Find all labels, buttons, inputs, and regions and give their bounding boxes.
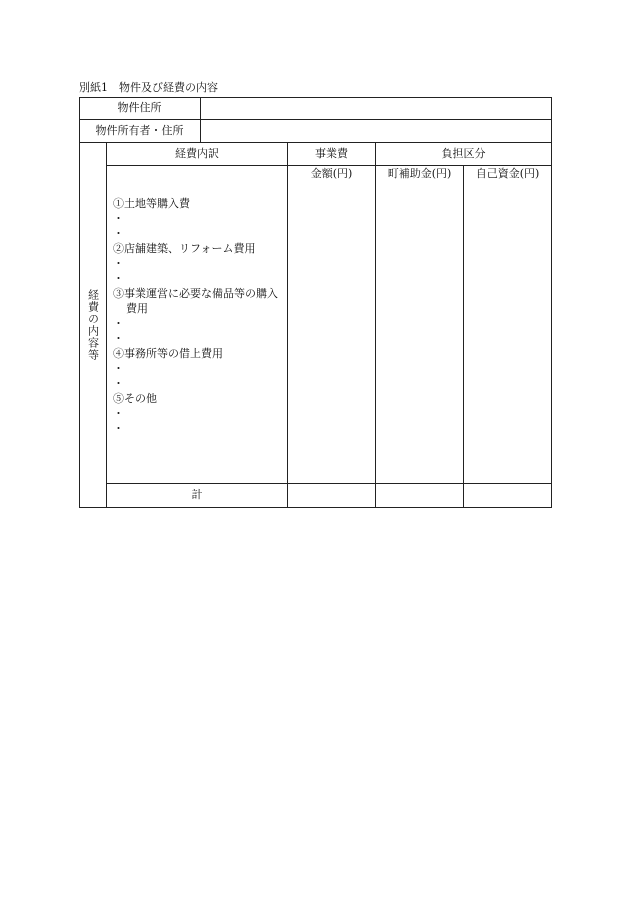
- property-address-field[interactable]: [201, 97, 550, 119]
- header-town-subsidy: 町補助金(円): [387, 167, 452, 180]
- cost-section-label-text: 経費の内容等: [86, 289, 100, 361]
- list-item: ①土地等購入費: [113, 197, 190, 210]
- total-amount-field[interactable]: [288, 484, 375, 506]
- list-item: ・: [113, 422, 124, 435]
- list-item: ・: [113, 272, 124, 285]
- list-item: ・: [113, 407, 124, 420]
- total-own-funds-field[interactable]: [464, 484, 551, 506]
- col-divider: [375, 142, 376, 507]
- list-item: ④事務所等の借上費用: [113, 347, 223, 360]
- header-project-cost: 事業費: [315, 147, 348, 160]
- col-divider: [463, 165, 464, 507]
- expense-items-list: [113, 196, 285, 436]
- list-item: ・: [113, 362, 124, 375]
- cost-section-label: [79, 143, 106, 507]
- list-item: ・: [113, 377, 124, 390]
- list-item: ・: [113, 257, 124, 270]
- list-item: ・: [113, 332, 124, 345]
- col-divider: [106, 142, 107, 507]
- list-item: ・: [113, 317, 124, 330]
- list-item: ・: [113, 227, 124, 240]
- owner-address-label: 物件所有者・住所: [95, 124, 184, 137]
- total-label: 計: [191, 488, 203, 501]
- header-amount: 金額(円): [310, 167, 353, 180]
- col-divider: [287, 142, 288, 507]
- total-town-subsidy-field[interactable]: [376, 484, 463, 506]
- document-caption: 別紙1 物件及び経費の内容: [79, 81, 218, 94]
- list-item: ・: [113, 212, 124, 225]
- list-item: ③事業運営に必要な備品等の購入費用: [113, 287, 278, 315]
- property-address-label: 物件住所: [117, 101, 162, 114]
- header-breakdown: 経費内訳: [175, 147, 219, 160]
- header-burden: 負担区分: [441, 147, 486, 160]
- owner-address-field[interactable]: [201, 120, 550, 142]
- list-item: ②店舗建築、リフォーム費用: [113, 242, 256, 255]
- list-item: ⑤その他: [113, 392, 157, 405]
- header-own-funds: 自己資金(円): [475, 167, 540, 180]
